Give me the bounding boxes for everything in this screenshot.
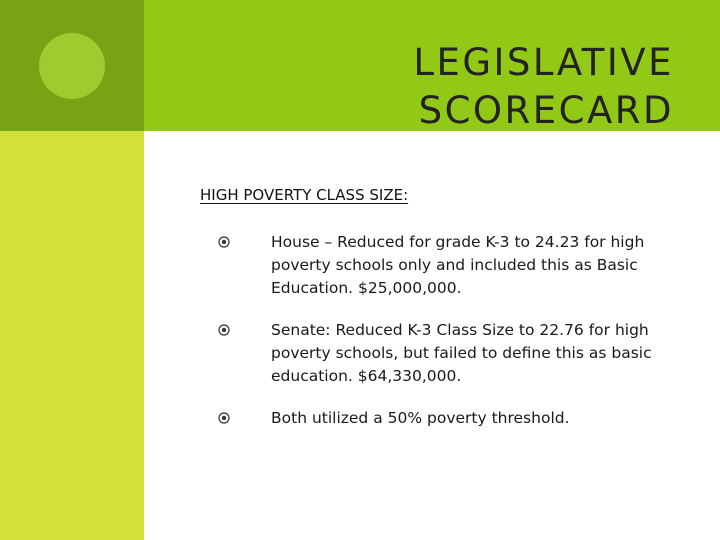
circled-dot-icon [218,324,230,336]
title-line-2: SCORECARD [418,88,674,132]
list-item [218,231,678,300]
slide-title [413,39,674,135]
title-line-1: LEGISLATIVE [413,40,674,84]
bullet-text: Senate: Reduced K-3 Class Size to 22.76 for high poverty schools, but failed to define this as basic education. $64,330,000. [271,321,652,385]
sidebar-accent [0,131,144,540]
list-item [218,319,678,388]
bullet-list [218,231,678,449]
section-heading: HIGH POVERTY CLASS SIZE: [200,186,409,204]
list-item [218,407,678,430]
bullet-text: House – Reduced for grade K-3 to 24.23 for high poverty schools only and included this as Basic Education. $25,000,000. [271,233,645,297]
decorative-circle [39,33,105,99]
circled-dot-icon [218,412,230,424]
bullet-text: Both utilized a 50% poverty threshold. [271,409,570,427]
circled-dot-icon [218,236,230,248]
